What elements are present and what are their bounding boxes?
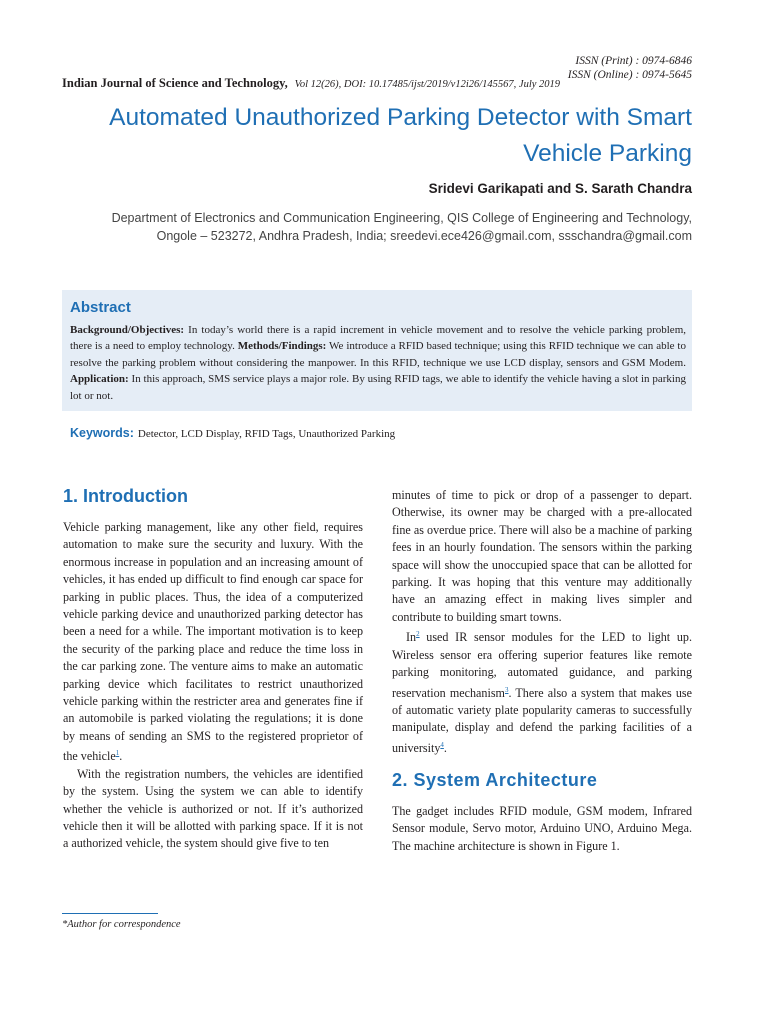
- section-heading-introduction: 1. Introduction: [63, 486, 188, 506]
- intro-paragraph-1-text: Vehicle parking management, like any other field, requires automation to make sure the security and luxury. With the enormous increase in population and an increasing amount of vehicles, it has ended up difficult to find enough car space for parking in public places. Thus, the idea of a computerized vehicle parking device and unauthorized parking detector has been a need for a while. The important motivation is to keep the security of the parking place and reduce the time loss in the car parking zone. The venture aims to make an automatic parking device which facilitates to restrict unauthorized vehicle parking within the restricter area and generates fine if an automobile is parked violating the regulations; it is done by means of sending an SMS to the registered proprietor of the vehicle: [63, 520, 363, 764]
- left-column: [63, 519, 363, 853]
- footnote-divider: [62, 913, 158, 914]
- section-heading-system-architecture: 2. System Architecture: [392, 770, 598, 790]
- issn-print: ISSN (Print) : 0974-6846: [575, 55, 692, 67]
- keywords-text: Detector, LCD Display, RFID Tags, Unauthorized Parking: [137, 428, 396, 440]
- abstract-methods-label: Methods/Findings:: [237, 340, 327, 353]
- authors: Sridevi Garikapati and S. Sarath Chandra: [428, 181, 692, 196]
- right-column: [392, 487, 692, 757]
- keywords-label: Keywords:: [70, 426, 134, 440]
- abstract-background-label: Background/Objectives:: [70, 324, 185, 336]
- citation-link-2[interactable]: 2: [416, 630, 420, 639]
- issn-online: ISSN (Online) : 0974-5645: [567, 69, 692, 81]
- abstract-application-label: Application:: [70, 373, 129, 386]
- citation-link-3[interactable]: 3: [504, 685, 509, 694]
- intro-paragraph-4-d: .: [443, 740, 447, 755]
- abstract-background-text: In today’s world there is a rapid increment in vehicle movement and to resolve the vehicle parking problem, there is a need to employ technology.: [70, 324, 686, 353]
- journal-name: Indian Journal of Science and Technology,: [62, 76, 288, 90]
- abstract-methods-text: We introduce a RFID based technique; using this RFID technique we can able to resolve the parking problem without considering the manpower. In this RFID, technique we use LCD display, sensors and GSM Modem.: [70, 340, 686, 369]
- intro-paragraph-4-a: In: [406, 630, 417, 645]
- issn-block: [568, 54, 692, 82]
- abstract-body: [70, 322, 686, 404]
- paper-title: Automated Unauthorized Parking Detector with Smart Vehicle Parking: [109, 104, 692, 167]
- journal-meta: Vol 12(26), DOI: 10.17485/ijst/2019/v12i26/145567, July 2019: [294, 79, 561, 90]
- intro-paragraph-4-b: used IR sensor modules for the LED to light up. Wireless sensor era offering superior features like remote parking monitoring, automated guidance, and parking reservation mechanism: [392, 630, 692, 700]
- intro-paragraph-4: [392, 626, 692, 757]
- keywords: [70, 426, 690, 440]
- citation-link-1[interactable]: 1: [115, 749, 120, 758]
- citation-link-4[interactable]: 4: [440, 740, 444, 749]
- abstract-heading: Abstract: [70, 299, 131, 316]
- system-architecture-paragraph: The gadget includes RFID module, GSM modem, Infrared Sensor module, Servo motor, Arduino UNO, Arduino Mega. The machine architecture is shown in Figure 1.: [392, 804, 692, 853]
- abstract-application-text: In this approach, SMS service plays a major role. By using RFID tags, we able to identify the vehicle having a slot in parking lot or not.: [70, 373, 686, 402]
- intro-paragraph-1-end: .: [119, 749, 123, 764]
- affiliation: Department of Electronics and Communication Engineering, QIS College of Engineering and Technology, Ongole – 523272, Andhra Pradesh, India; sreedevi.ece426@gmail.com, ssschandra@gmail.com: [111, 211, 692, 243]
- footnote: *Author for correspondence: [62, 919, 181, 930]
- intro-paragraph-3: minutes of time to pick or drop of a passenger to depart. Otherwise, its owner may be charged with a pre-allocated fine as overdue price. There will also be a machine of parking fees in an hourly foundation. The sensors within the parking space will show the unoccupied space that can be allotted for parking. It was hoping that this venture may additionally have an amazing effect in making lives simpler and contribute to building smart towns.: [392, 488, 692, 624]
- journal-line: [62, 76, 560, 91]
- system-architecture-text: [392, 803, 692, 855]
- intro-paragraph-1: [63, 519, 363, 766]
- intro-paragraph-2: With the registration numbers, the vehicles are identified by the system. Using the system we can able to identify whether the vehicle is authorized or not. If it’s authorized vehicle then it will be allotted with parking space. If it is not a authorized vehicle, the system should give five to ten: [63, 766, 363, 851]
- intro-paragraph-4-c: . There also a system that makes use of automatic variety plate popularity cameras to successfully manipulate, display and defend the parking facilities of a university: [392, 685, 693, 755]
